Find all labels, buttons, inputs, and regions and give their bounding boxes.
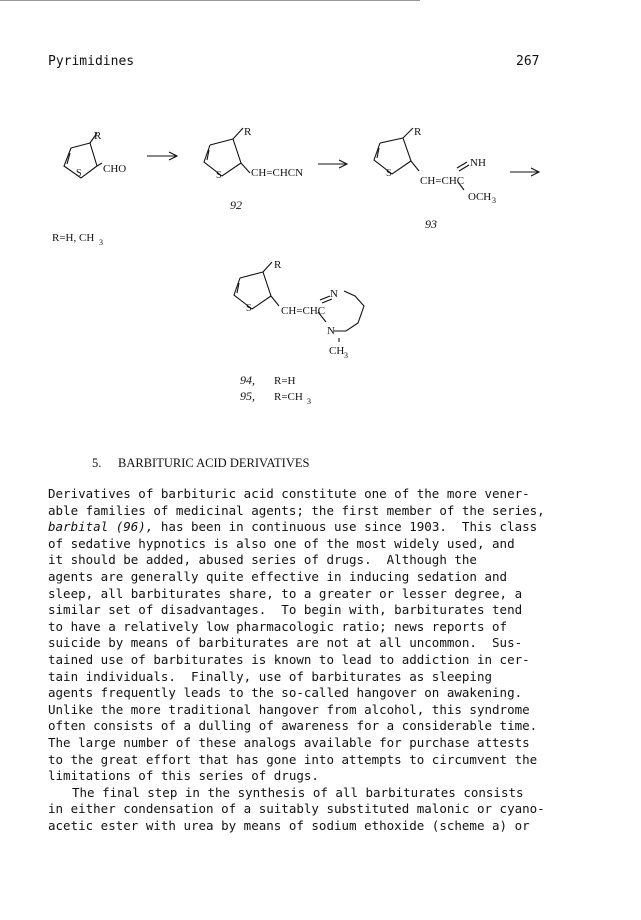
body-text [48,486,553,834]
compound-93-label: 93 [425,217,437,231]
r-label-3: R [414,126,422,138]
r-label-2: R [244,126,252,138]
compound-93-methoxy-sub: 3 [492,196,496,205]
text-line: able families of medicinal agents; the first member of the series, [48,502,545,518]
text-line: tain individuals. Finally, use of barbiturates as sleeping [48,668,493,684]
text-line: to the great effort that has gone into attempts to circumvent the [48,751,538,767]
reaction-arrow-1 [147,152,177,160]
r-label-1: R [94,130,102,142]
ring-nitrogen-1: N [330,288,338,300]
text-line: agents are generally quite effective in inducing sedation and [48,568,508,584]
barbital-term: barbital (96), [48,519,154,535]
text-line-barbital [48,519,553,536]
sulfur-label-3: S [386,168,392,179]
text-line: limitations of this series of drugs. [48,768,319,784]
text-line: sleep, all barbiturates share, to a greater or lesser degree, a [48,585,523,601]
page-number: 267 [516,54,540,69]
compound-93-imine: NH [470,157,486,169]
sulfur-label-4: S [246,303,252,314]
section-title: BARBITURIC ACID DERIVATIVES [118,456,310,470]
text-line: it should be added, abused series of drugs. Although the [48,552,477,568]
reaction-scheme [0,0,641,420]
text-line: The large number of these analogs available for purchase attests [48,734,530,750]
n-methyl: CH [329,345,345,357]
compound-94-number: 94, [240,373,255,387]
text-line: The final step in the synthesis of all barbiturates consists [72,784,524,800]
text-line: Unlike the more traditional hangover from alcohol, this syndrome [48,701,530,717]
compound-92-label: 92 [230,198,242,212]
sulfur-label-1: S [76,168,82,179]
text-line: suicide by means of barbiturates are not at all uncommon. Sus- [48,635,523,651]
start-condition: R=H, CH [52,232,95,244]
n-methyl-sub: 3 [344,351,348,360]
section-number: 5. [92,456,102,470]
compound-95-substituent-sub: 3 [307,397,311,406]
compound-94-substituent: R=H [274,375,296,387]
compound-94-chain: CH=CHC [281,305,326,317]
compound-94-structure [234,262,364,342]
text-line: tained use of barbiturates is known to lead to addiction in cer- [48,651,530,667]
text-line: acetic ester with urea by means of sodium ethoxide (scheme a) or [48,817,530,833]
compound-92-chain: CH=CHCN [251,167,304,179]
text-line: Derivatives of barbituric acid constitute one of the more vener- [48,486,530,501]
text-line: in either condensation of a suitably substituted malonic or cyano- [48,801,545,817]
text-line-rest: has been in continuous use since 1903. This class [160,519,538,535]
aldehyde-group: CHO [103,163,127,175]
running-title: Pyrimidines [48,54,135,69]
sulfur-label-2: S [216,170,222,181]
compound-95-substituent: R=CH [274,391,303,403]
reaction-arrow-3 [510,168,539,176]
reaction-arrow-2 [318,160,347,168]
ring-nitrogen-2: N [327,325,335,337]
compound-93-methoxy: OCH [468,191,492,203]
text-line: to have a relatively low pharmacologic ratio; news reports of [48,618,508,634]
text-line: similar set of disadvantages. To begin with, barbiturates tend [48,602,523,618]
start-condition-sub: 3 [99,238,103,247]
text-line: agents frequently leads to the so-called hangover on awakening. [48,685,523,701]
text-line: of sedative hypnotics is also one of the most widely used, and [48,535,515,551]
compound-95-number: 95, [240,389,255,403]
section-heading [92,456,309,471]
compound-93-chain: CH=CHC [420,175,465,187]
text-line: often consists of a dulling of awareness for a considerable time. [48,718,538,734]
r-label-4: R [274,259,282,271]
